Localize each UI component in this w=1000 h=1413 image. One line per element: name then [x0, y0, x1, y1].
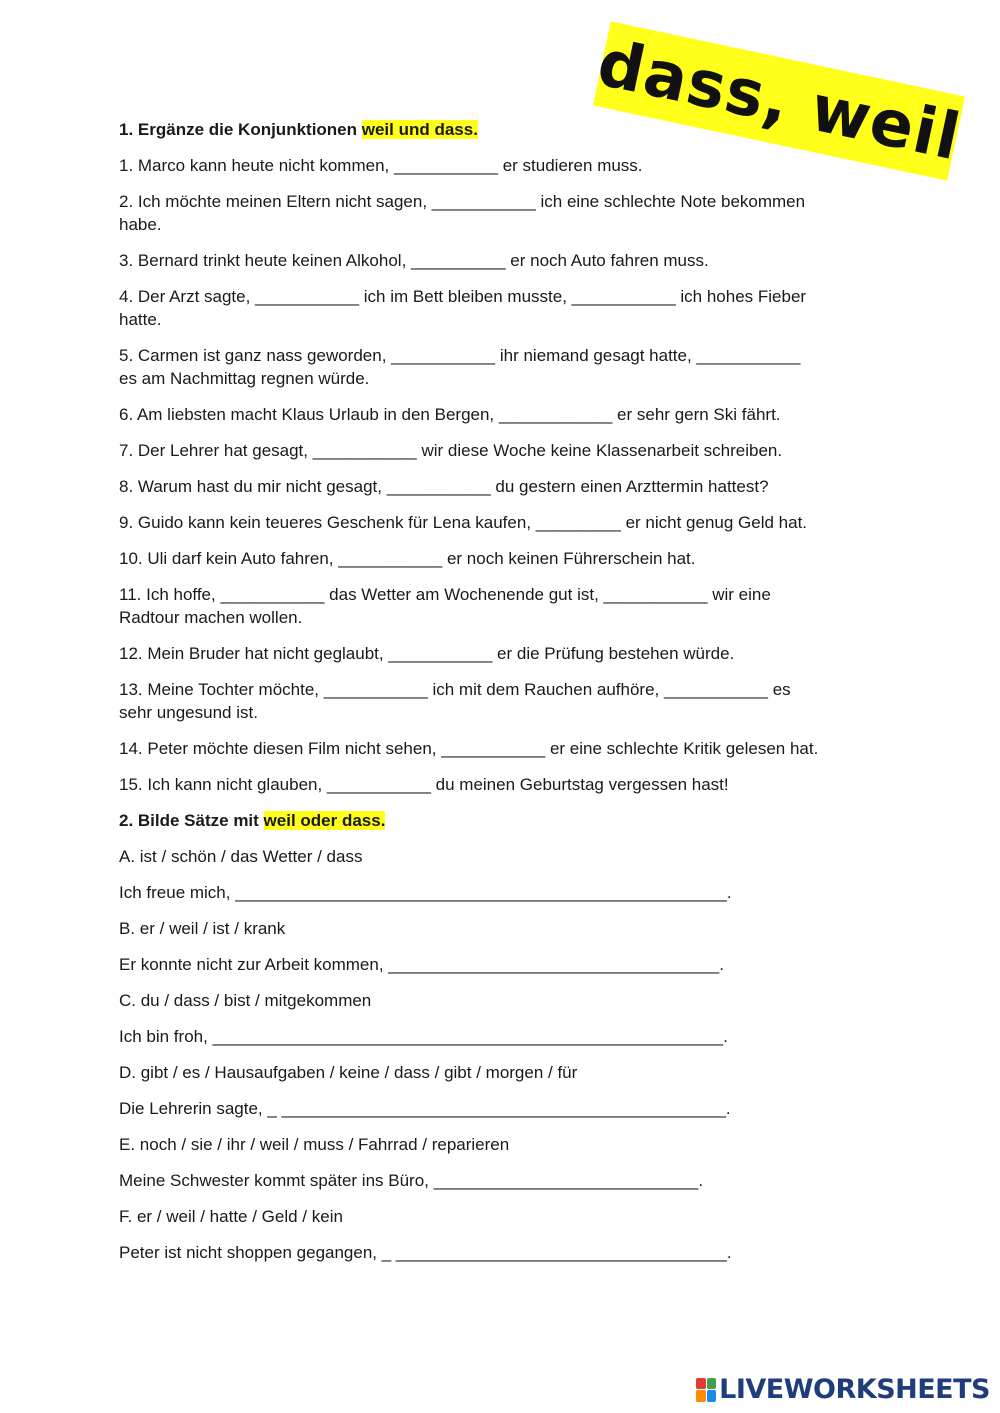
liveworksheets-brand-text: LIVEWORKSHEETS — [719, 1374, 990, 1405]
prompt-b: B. er / weil / ist / krank — [119, 919, 286, 938]
prompt-c: C. du / dass / bist / mitgekommen — [119, 991, 372, 1010]
prompt-e: E. noch / sie / ihr / weil / muss / Fahrrad / reparieren — [119, 1135, 510, 1154]
exercise-item-5: 5. Carmen ist ganz nass geworden, ___________ ihr niemand gesagt hatte, ___________ es am Nachmittag regnen würde. — [119, 346, 801, 388]
answer-line-c: Ich bin froh, ______________________________________________________. — [119, 1027, 728, 1046]
liveworksheets-badge-icon — [696, 1378, 716, 1402]
exercise-item-12: 12. Mein Bruder hat nicht geglaubt, ___________ er die Prüfung bestehen würde. — [119, 644, 735, 663]
exercise-item-7: 7. Der Lehrer hat gesagt, ___________ wir diese Woche keine Klassenarbeit schreiben. — [119, 441, 783, 460]
exercise-item-9: 9. Guido kann kein teueres Geschenk für Lena kaufen, _________ er nicht genug Geld hat. — [119, 513, 808, 532]
exercise-item-2: 2. Ich möchte meinen Eltern nicht sagen, ___________ ich eine schlechte Note bekommen habe. — [119, 192, 806, 234]
prompt-a: A. ist / schön / das Wetter / dass — [119, 847, 363, 866]
answer-line-f: Peter ist nicht shoppen gegangen, _ ___________________________________. — [119, 1243, 732, 1262]
section2-heading-prefix: 2. Bilde Sätze mit — [119, 811, 264, 830]
section2-heading — [119, 809, 889, 832]
answer-line-d: Die Lehrerin sagte, _ _______________________________________________. — [119, 1099, 731, 1118]
exercise-item-8: 8. Warum hast du mir nicht gesagt, ___________ du gestern einen Arzttermin hattest? — [119, 477, 769, 496]
exercise-item-6: 6. Am liebsten macht Klaus Urlaub in den Bergen, ____________ er sehr gern Ski fährt. — [119, 405, 781, 424]
title-banner-text: dass, weil — [591, 26, 967, 176]
section1-heading-highlight: weil und dass. — [361, 120, 478, 139]
answer-line-b: Er konnte nicht zur Arbeit kommen, ___________________________________. — [119, 955, 724, 974]
prompt-d: D. gibt / es / Hausaufgaben / keine / dass / gibt / morgen / für — [119, 1063, 578, 1082]
exercise-item-14: 14. Peter möchte diesen Film nicht sehen, ___________ er eine schlechte Kritik gelesen hat. — [119, 739, 819, 758]
prompt-f: F. er / weil / hatte / Geld / kein — [119, 1207, 343, 1226]
exercise-item-11: 11. Ich hoffe, ___________ das Wetter am Wochenende gut ist, ___________ wir eine Radtour machen wollen. — [119, 585, 771, 627]
exercise-item-10: 10. Uli darf kein Auto fahren, ___________ er noch keinen Führerschein hat. — [119, 549, 696, 568]
exercise-item-13: 13. Meine Tochter möchte, ___________ ich mit dem Rauchen aufhöre, ___________ es sehr ungesund ist. — [119, 680, 791, 722]
exercise-item-1: 1. Marco kann heute nicht kommen, ___________ er studieren muss. — [119, 156, 643, 175]
liveworksheets-logo — [696, 1374, 990, 1405]
section1-heading — [119, 118, 889, 141]
section1-heading-prefix: 1. Ergänze die Konjunktionen — [119, 120, 362, 139]
exercise-item-3: 3. Bernard trinkt heute keinen Alkohol, __________ er noch Auto fahren muss. — [119, 251, 709, 270]
answer-line-e: Meine Schwester kommt später ins Büro, ____________________________. — [119, 1171, 704, 1190]
section2-heading-highlight: weil oder dass. — [263, 811, 386, 830]
answer-line-a: Ich freue mich, ____________________________________________________. — [119, 883, 732, 902]
worksheet-content — [119, 118, 889, 1264]
exercise-item-15: 15. Ich kann nicht glauben, ___________ du meinen Geburtstag vergessen hast! — [119, 775, 729, 794]
exercise-item-4: 4. Der Arzt sagte, ___________ ich im Bett bleiben musste, ___________ ich hohes Fieber hatte. — [119, 287, 807, 329]
